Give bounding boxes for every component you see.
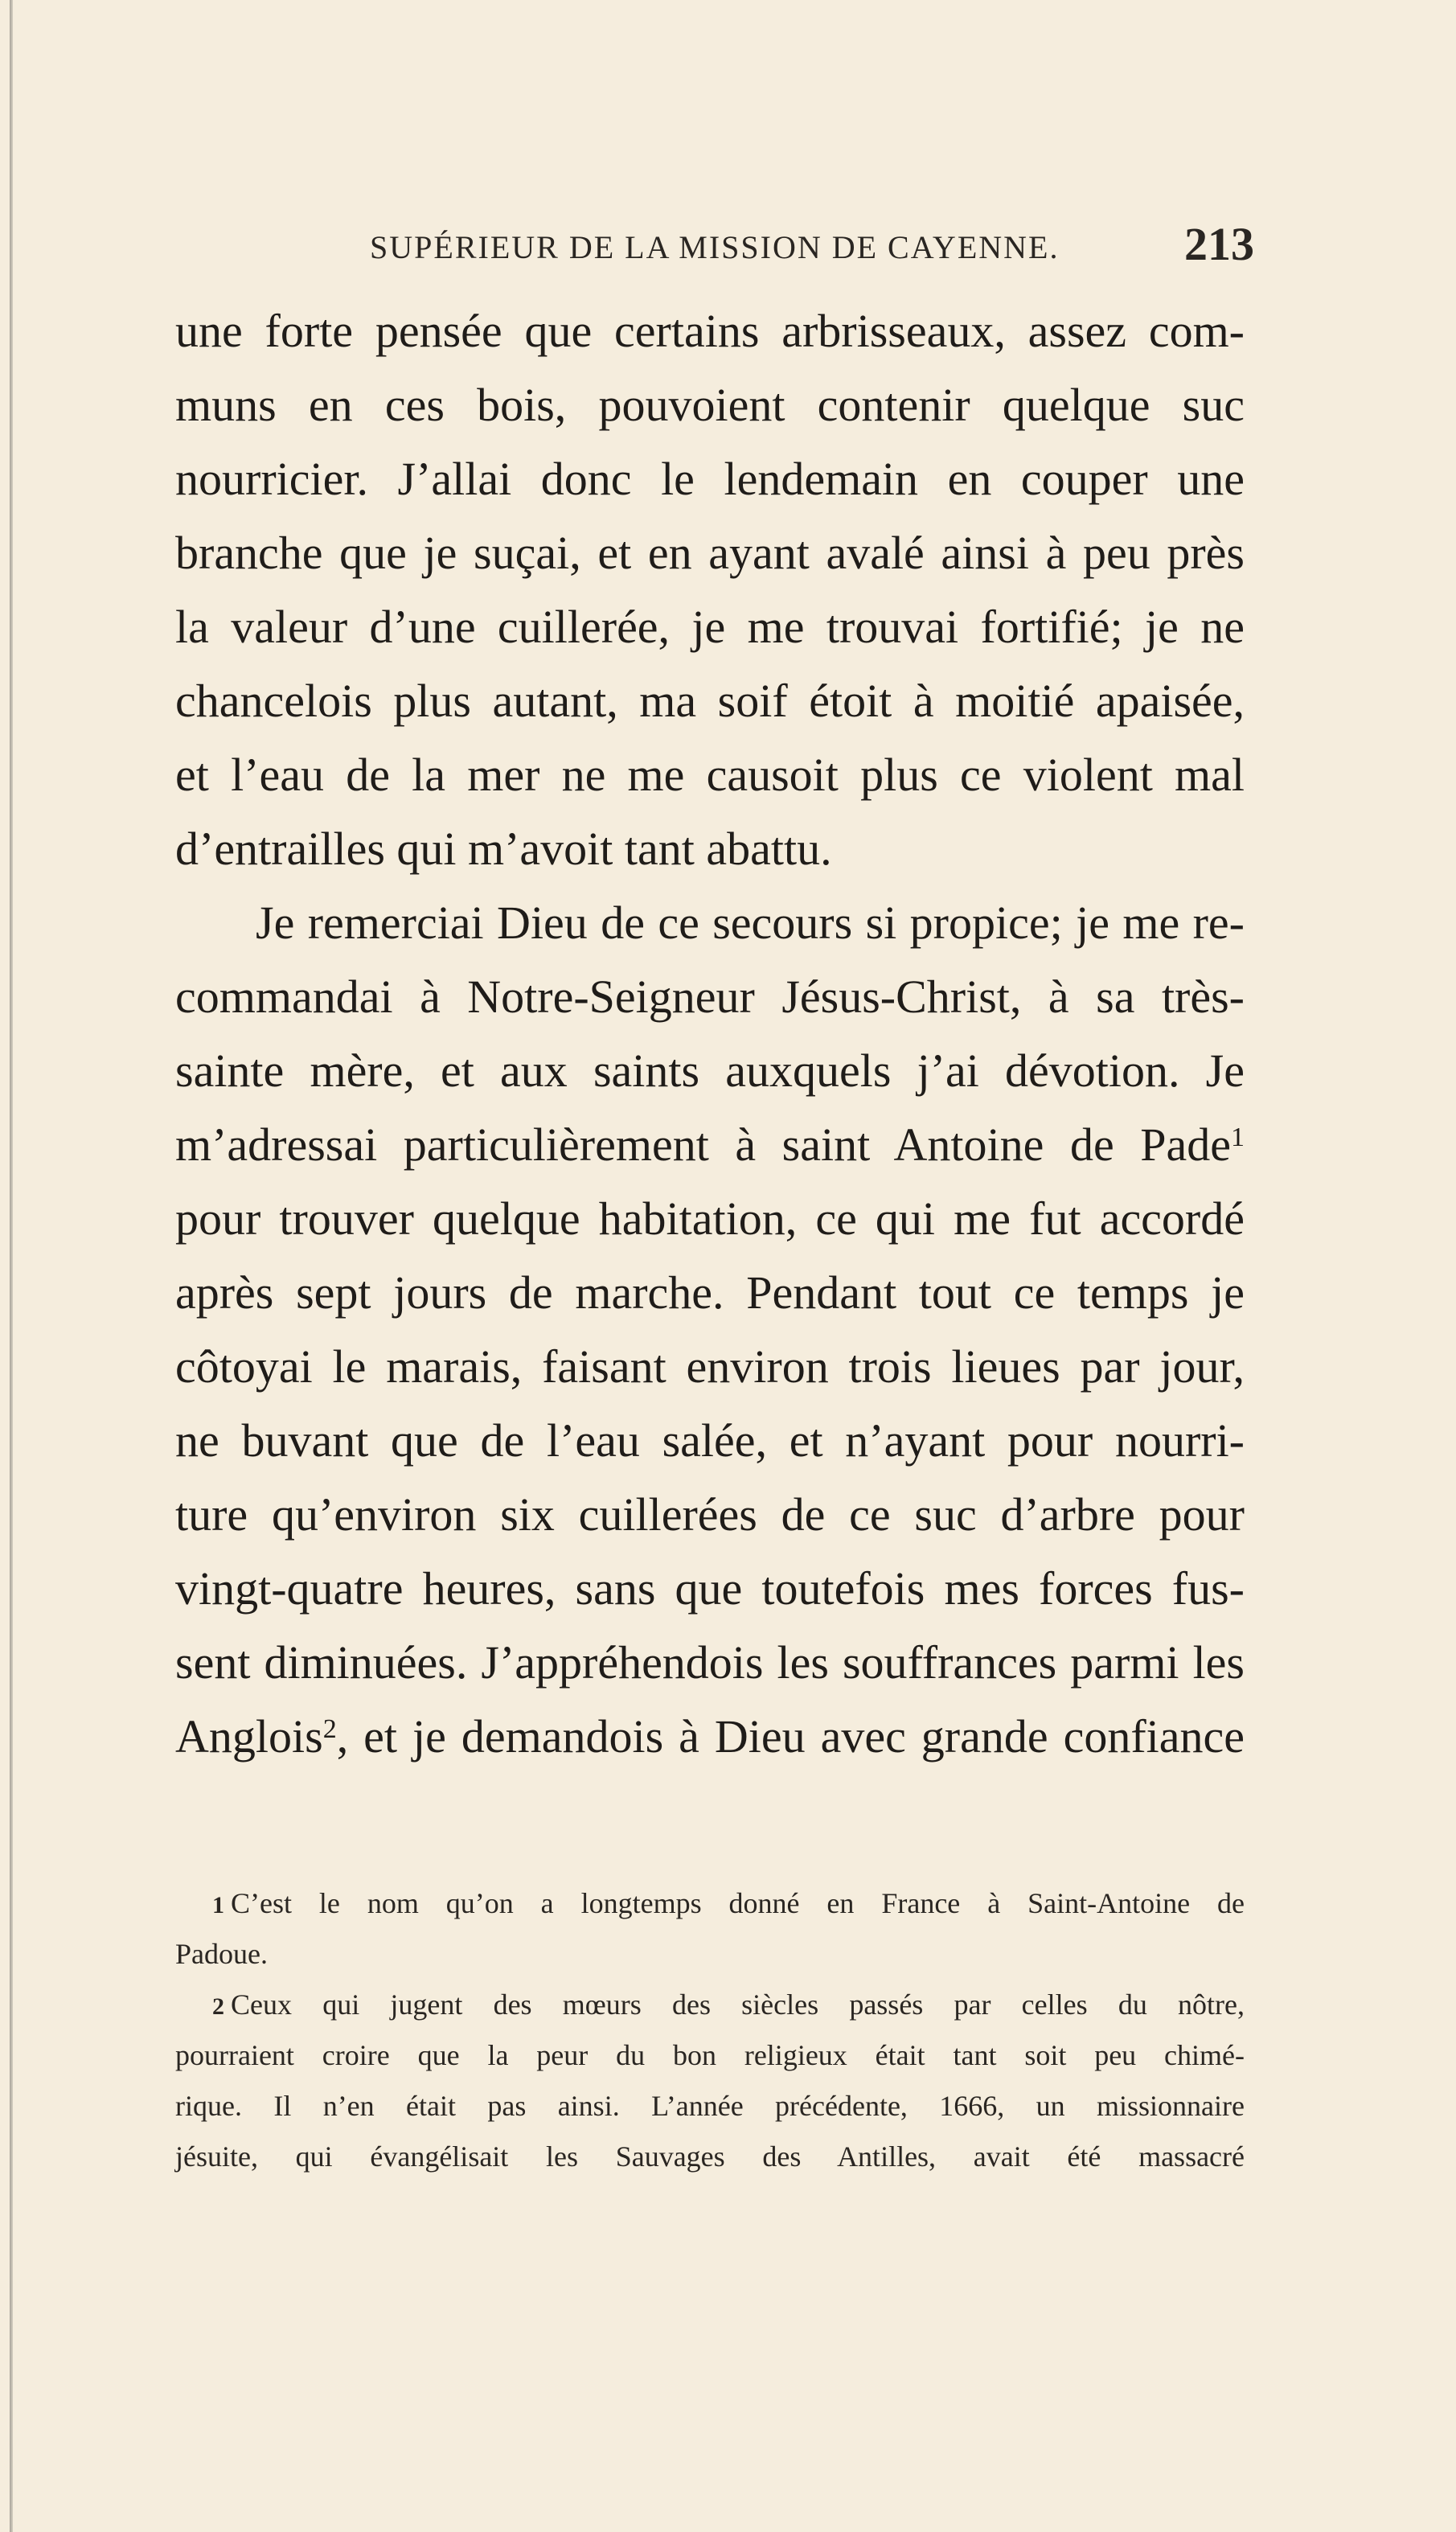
footnote-line (175, 1980, 1245, 2030)
text-line-content: ture qu’environ six cuillerées de ce suc d’arbre pour (175, 1488, 1245, 1541)
text-line (175, 1182, 1245, 1256)
footnote-text: pourraient croire que la peur du bon religieux était tant soit peu chimé- (175, 2039, 1245, 2071)
text-line-content: côtoyai le marais, faisant environ trois lieues par jour, (175, 1340, 1245, 1393)
text-line-content: une forte pensée que certains arbrisseaux, assez com- (175, 305, 1245, 357)
text-line-content: pour trouver quelque habitation, ce qui me fut accordé (175, 1192, 1245, 1245)
footnote-text: C’est le nom qu’on a longtemps donné en France à Saint-Antoine de (231, 1887, 1245, 1919)
footnote-marker: 1 (1231, 1122, 1245, 1152)
text-line-content: vingt-quatre heures, sans que toutefois mes forces fus- (175, 1562, 1245, 1615)
text-line-content: branche que je suçai, et en ayant avalé ainsi à peu près (175, 527, 1245, 579)
text-line-content: nourricier. J’allai donc le lendemain en couper une (175, 453, 1245, 505)
text-line (175, 886, 1245, 960)
text-line (175, 1256, 1245, 1330)
main-text (175, 294, 1245, 1774)
footnote-text: Padoue. (175, 1938, 268, 1970)
footnote-number: 1 (212, 1892, 224, 1918)
text-line-continuation: , et je demandois à Dieu avec grande confiance (336, 1710, 1245, 1763)
text-line-content: muns en ces bois, pouvoient contenir quelque suc (175, 379, 1245, 431)
text-line (175, 960, 1245, 1034)
text-line (175, 1404, 1245, 1478)
text-line (175, 368, 1245, 442)
footnote-text: Ceux qui jugent des mœurs des siècles passés par celles du nôtre, (231, 1988, 1245, 2021)
text-line-content: m’adressai particulièrement à saint Antoine de Pade (175, 1118, 1231, 1171)
text-line (175, 664, 1245, 738)
text-line-content: Anglois (175, 1710, 323, 1763)
footnote-line (175, 2030, 1245, 2081)
text-line-content: sent diminuées. J’appréhendois les souffrances parmi les (175, 1636, 1245, 1689)
footnote-text: rique. Il n’en était pas ainsi. L’année précédente, 1666, un missionnaire (175, 2090, 1245, 2122)
text-line (175, 590, 1245, 664)
text-line-content: commandai à Notre-Seigneur Jésus-Christ, à sa très- (175, 971, 1245, 1023)
text-line (175, 516, 1245, 590)
footnote-text: jésuite, qui évangélisait les Sauvages des Antilles, avait été massacré (175, 2140, 1245, 2173)
footnote-line (175, 2132, 1245, 2182)
text-line (175, 1552, 1245, 1626)
text-line (175, 1626, 1245, 1700)
text-line-content: sainte mère, et aux saints auxquels j’ai dévotion. Je (175, 1044, 1245, 1097)
page-number: 213 (1184, 218, 1254, 270)
text-line (175, 442, 1245, 516)
footnotes (175, 1878, 1245, 2182)
text-line-content: chancelois plus autant, ma soif étoit à moitié apaisée, (175, 675, 1245, 727)
text-line (175, 738, 1245, 812)
text-line (175, 1034, 1245, 1108)
text-line (175, 1330, 1245, 1404)
page-header (370, 217, 1254, 281)
text-line (175, 294, 1245, 368)
footnote-marker: 2 (322, 1714, 337, 1744)
text-line-content: ne buvant que de l’eau salée, et n’ayant pour nourri- (175, 1414, 1245, 1467)
running-title: SUPÉRIEUR DE LA MISSION DE CAYENNE. (370, 229, 1060, 265)
text-line-content: la valeur d’une cuillerée, je me trouvai fortifié; je ne (175, 601, 1245, 653)
text-line (175, 1478, 1245, 1552)
text-line-content: d’entrailles qui m’avoit tant abattu. (175, 823, 832, 875)
text-line-content: Je remerciai Dieu de ce secours si propice; je me re- (256, 897, 1245, 949)
page-gutter-edge (10, 0, 13, 2532)
footnote-line (175, 1878, 1245, 1929)
text-line-content: après sept jours de marche. Pendant tout ce temps je (175, 1266, 1245, 1319)
footnote-line (175, 1929, 1245, 1980)
text-line-content: et l’eau de la mer ne me causoit plus ce violent mal (175, 749, 1245, 801)
text-line (175, 1108, 1245, 1182)
text-line (175, 1700, 1245, 1774)
text-line (175, 812, 1245, 886)
footnote-number: 2 (212, 1993, 224, 2020)
footnote-line (175, 2081, 1245, 2132)
